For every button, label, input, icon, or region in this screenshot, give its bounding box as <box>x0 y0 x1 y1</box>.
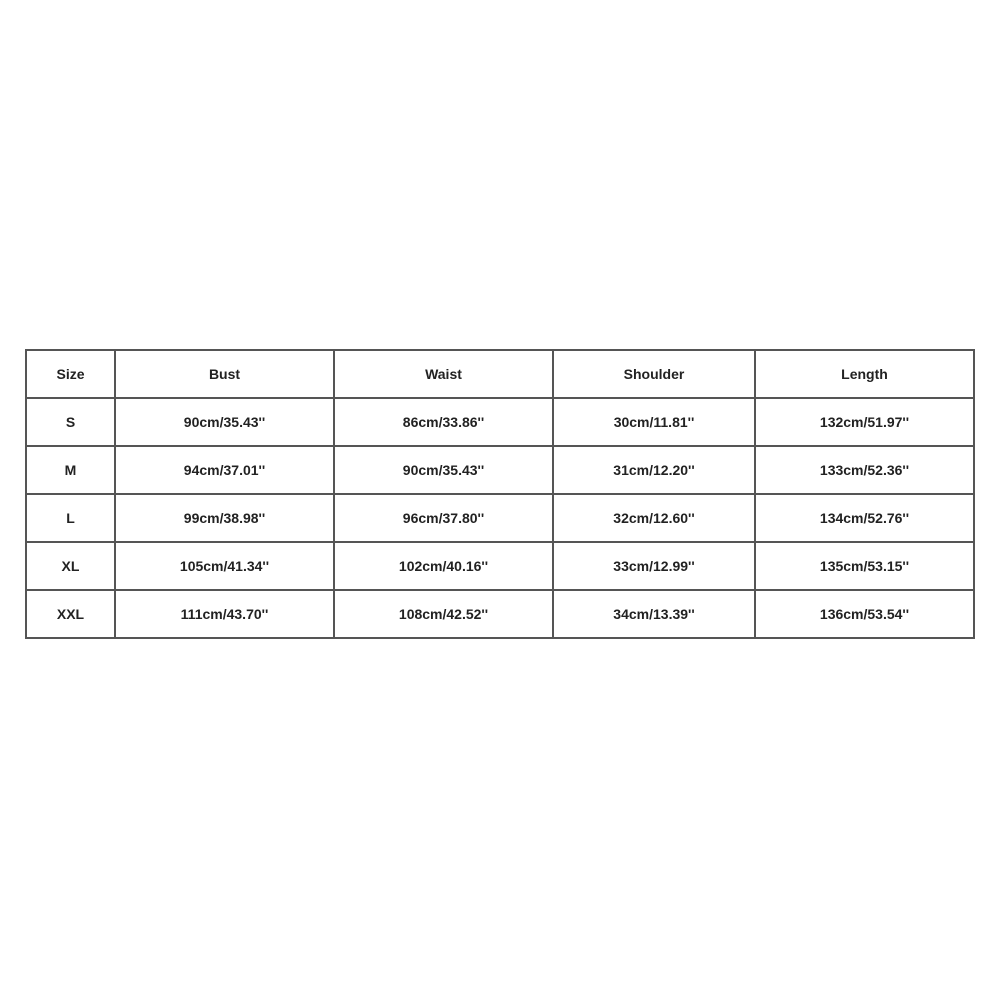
header-size: Size <box>26 350 115 398</box>
cell-length: 135cm/53.15'' <box>755 542 974 590</box>
cell-shoulder: 31cm/12.20'' <box>553 446 755 494</box>
cell-size: M <box>26 446 115 494</box>
cell-bust: 90cm/35.43'' <box>115 398 334 446</box>
header-length: Length <box>755 350 974 398</box>
header-bust: Bust <box>115 350 334 398</box>
cell-shoulder: 30cm/11.81'' <box>553 398 755 446</box>
cell-waist: 90cm/35.43'' <box>334 446 553 494</box>
cell-length: 134cm/52.76'' <box>755 494 974 542</box>
size-chart-table <box>25 349 975 639</box>
table-row <box>26 542 974 590</box>
cell-waist: 102cm/40.16'' <box>334 542 553 590</box>
cell-waist: 108cm/42.52'' <box>334 590 553 638</box>
cell-size: XXL <box>26 590 115 638</box>
table-header-row <box>26 350 974 398</box>
table-row <box>26 446 974 494</box>
table-row <box>26 494 974 542</box>
cell-size: S <box>26 398 115 446</box>
cell-size: XL <box>26 542 115 590</box>
cell-waist: 86cm/33.86'' <box>334 398 553 446</box>
cell-length: 133cm/52.36'' <box>755 446 974 494</box>
cell-bust: 111cm/43.70'' <box>115 590 334 638</box>
cell-shoulder: 32cm/12.60'' <box>553 494 755 542</box>
header-shoulder: Shoulder <box>553 350 755 398</box>
cell-bust: 105cm/41.34'' <box>115 542 334 590</box>
cell-length: 136cm/53.54'' <box>755 590 974 638</box>
cell-shoulder: 34cm/13.39'' <box>553 590 755 638</box>
cell-bust: 94cm/37.01'' <box>115 446 334 494</box>
header-waist: Waist <box>334 350 553 398</box>
cell-size: L <box>26 494 115 542</box>
table-row <box>26 590 974 638</box>
cell-bust: 99cm/38.98'' <box>115 494 334 542</box>
cell-shoulder: 33cm/12.99'' <box>553 542 755 590</box>
cell-waist: 96cm/37.80'' <box>334 494 553 542</box>
table-row <box>26 398 974 446</box>
cell-length: 132cm/51.97'' <box>755 398 974 446</box>
